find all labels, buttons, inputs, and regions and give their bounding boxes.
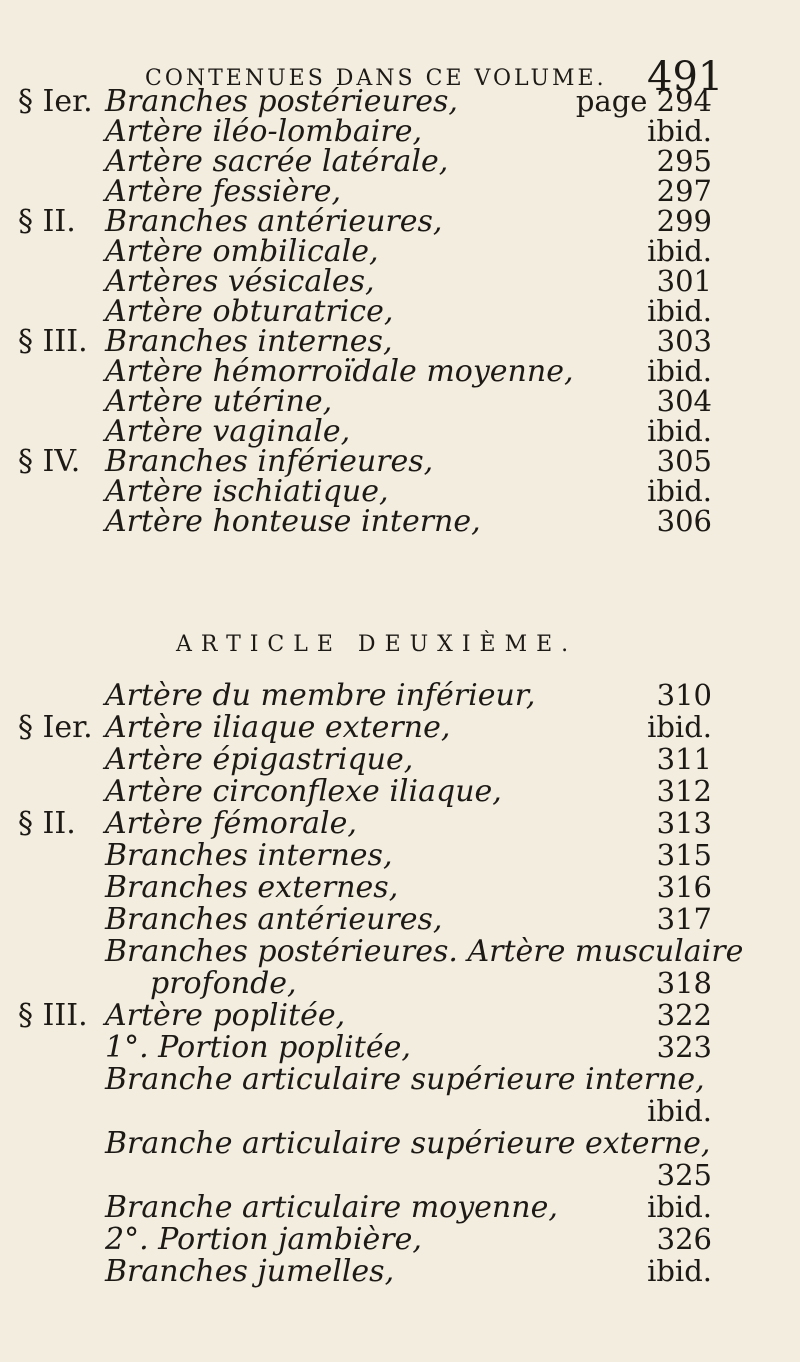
page-number: 491 xyxy=(647,54,724,100)
entry-title: Branche articulaire supérieure externe, xyxy=(105,1126,711,1161)
entry-page: 315 xyxy=(656,838,712,872)
entry-page: 303 xyxy=(656,324,712,358)
entry-page: 313 xyxy=(656,806,712,840)
article-heading: ARTICLE DEUXIÈME. xyxy=(176,632,578,657)
section-marker: § IV. xyxy=(18,444,81,479)
entry-title: Branches antérieures, xyxy=(105,902,443,937)
entry-page: 317 xyxy=(656,902,712,936)
entry-page: 297 xyxy=(656,174,712,208)
entry-page: ibid. xyxy=(647,1190,712,1224)
entry-title: Artère obturatrice, xyxy=(105,294,394,329)
entry-page: 323 xyxy=(656,1030,712,1064)
entry-title: Branches postérieures, xyxy=(105,84,458,119)
entry-page: 326 xyxy=(656,1222,712,1256)
entry-page: ibid. xyxy=(647,294,712,328)
entry-title: Artère honteuse interne, xyxy=(105,504,481,539)
entry-page: 318 xyxy=(656,966,712,1000)
entry-title: Artère épigastrique, xyxy=(105,742,414,777)
entry-title: Artère fessière, xyxy=(105,174,342,209)
entry-title: Artère iléo-lombaire, xyxy=(105,114,423,149)
entry-title: Branches postérieures. Artère musculaire xyxy=(105,934,744,969)
entry-page: ibid. xyxy=(647,1094,712,1128)
entry-page: 301 xyxy=(656,264,712,298)
entry-page: ibid. xyxy=(647,474,712,508)
index-entry xyxy=(0,504,800,544)
entry-page: ibid. xyxy=(647,710,712,744)
entry-page: 311 xyxy=(656,742,712,776)
entry-page: ibid. xyxy=(647,354,712,388)
entry-page: 305 xyxy=(656,444,712,478)
entry-title: Branche articulaire supérieure interne, xyxy=(105,1062,705,1097)
entry-page: ibid. xyxy=(647,114,712,148)
entry-title: Artère poplitée, xyxy=(105,998,346,1033)
section-marker: § III. xyxy=(18,324,88,359)
entry-page: 304 xyxy=(656,384,712,418)
entry-title: Branches externes, xyxy=(105,870,399,905)
entry-page: 322 xyxy=(656,998,712,1032)
section-marker: § II. xyxy=(18,806,76,841)
entry-title: Artère ombilicale, xyxy=(105,234,379,269)
entry-title: Artère fémorale, xyxy=(105,806,357,841)
entry-title: Branches internes, xyxy=(105,324,393,359)
entry-page: 312 xyxy=(656,774,712,808)
entry-title: Branches inférieures, xyxy=(105,444,434,479)
entry-page: 306 xyxy=(656,504,712,538)
entry-page: 295 xyxy=(656,144,712,178)
entry-title: 1°. Portion poplitée, xyxy=(105,1030,411,1065)
entry-title: profonde, xyxy=(150,966,297,1001)
entry-title: Artère vaginale, xyxy=(105,414,351,449)
entry-page: ibid. xyxy=(647,414,712,448)
entry-page: page 294 xyxy=(575,84,712,118)
section-marker: § Ier. xyxy=(18,710,93,745)
entry-title: Artère hémorroïdale moyenne, xyxy=(105,354,574,389)
entry-title: Branches antérieures, xyxy=(105,204,443,239)
index-entry xyxy=(0,1254,800,1294)
entry-title: Artère ischiatique, xyxy=(105,474,389,509)
entry-title: Artère iliaque externe, xyxy=(105,710,451,745)
entry-page: ibid. xyxy=(647,234,712,268)
entry-page: 316 xyxy=(656,870,712,904)
entry-title: Artère sacrée latérale, xyxy=(105,144,449,179)
entry-page: 299 xyxy=(656,204,712,238)
entry-title: Branche articulaire moyenne, xyxy=(105,1190,558,1225)
section-marker: § II. xyxy=(18,204,76,239)
entry-page: ibid. xyxy=(647,1254,712,1288)
entry-title: Branches jumelles, xyxy=(105,1254,395,1289)
section-marker: § III. xyxy=(18,998,88,1033)
entry-title: Artère utérine, xyxy=(105,384,333,419)
section-marker: § Ier. xyxy=(18,84,93,119)
entry-page: 310 xyxy=(656,678,712,712)
entry-title: 2°. Portion jambière, xyxy=(105,1222,422,1257)
entry-title: Branches internes, xyxy=(105,838,393,873)
entry-title: Artère du membre inférieur, xyxy=(105,678,536,713)
running-header: CONTENUES DANS CE VOLUME. xyxy=(145,66,607,91)
entry-page: 325 xyxy=(656,1158,712,1192)
entry-title: Artères vésicales, xyxy=(105,264,375,299)
entry-title: Artère circonflexe iliaque, xyxy=(105,774,502,809)
